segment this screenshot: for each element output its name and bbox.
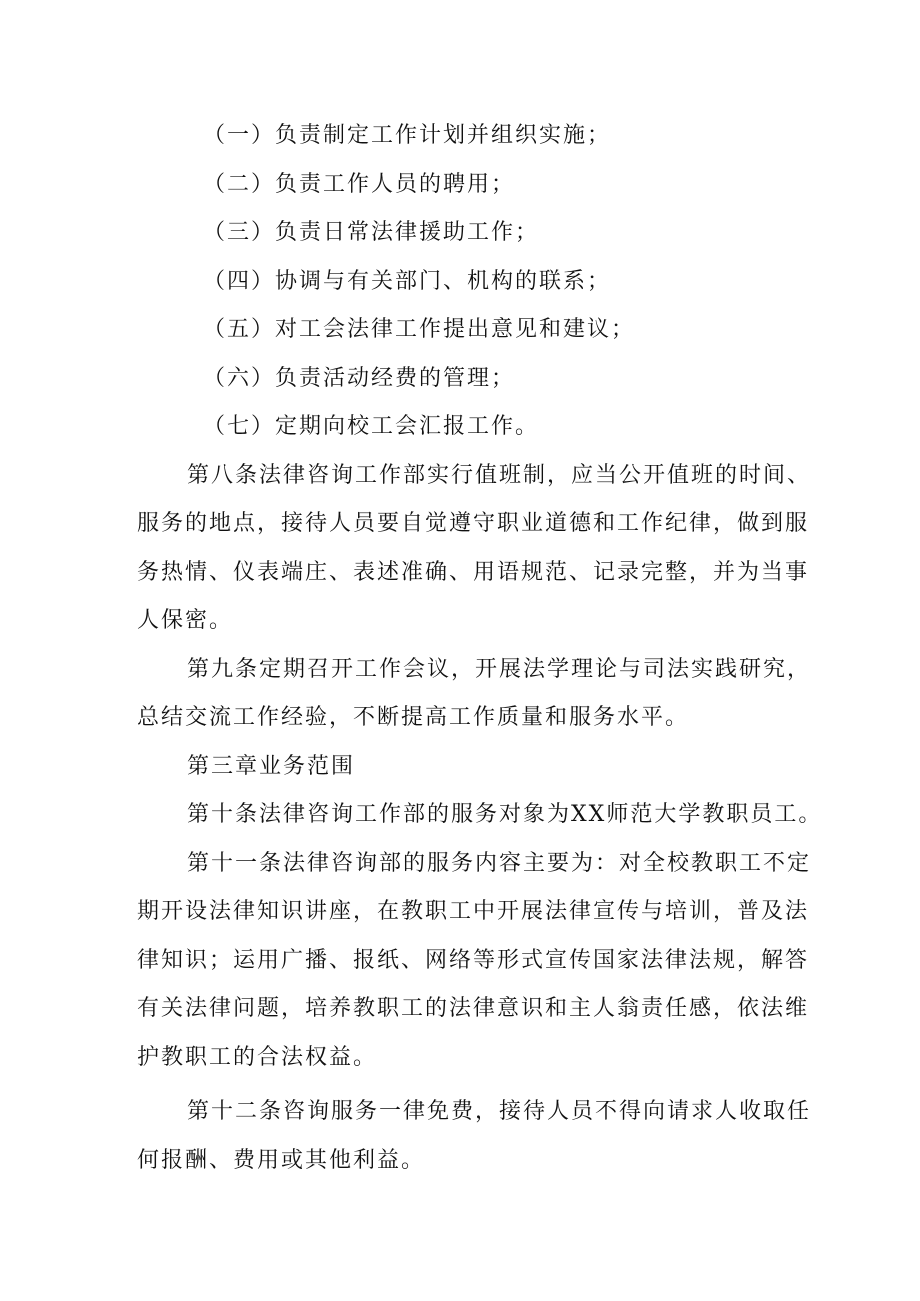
article-12 bbox=[137, 1088, 817, 1185]
paragraph-line: 务热情、仪表端庄、表述准确、用语规范、记录完整，并为当事 bbox=[137, 559, 810, 585]
article-8 bbox=[137, 452, 817, 646]
paragraph-line: 护教职工的合法权益。 bbox=[137, 1044, 378, 1070]
paragraph-line: 有关法律问题，培养教职工的法律意识和主人翁责任感，依法维 bbox=[137, 996, 810, 1021]
document-body bbox=[137, 112, 823, 1185]
article-10: 第十条法律咨询工作部的服务对象为XX师范大学教职员工。 bbox=[187, 802, 823, 827]
list-item: （一）负责制定工作计划并组织实施； bbox=[203, 123, 612, 148]
paragraph-line: 第八条法律咨询工作部实行值班制，应当公开值班的时间、 bbox=[187, 462, 812, 488]
list-item: （四）协调与有关部门、机构的联系； bbox=[203, 268, 612, 294]
paragraph-line: 人保密。 bbox=[137, 608, 234, 633]
paragraph-line: 第九条定期召开工作会议，开展法学理论与司法实践研究， bbox=[187, 656, 812, 682]
list-item: （六）负责活动经费的管理； bbox=[203, 365, 516, 391]
article-9 bbox=[137, 646, 817, 743]
paragraph-line: 服务的地点，接待人员要自觉遵守职业道德和工作纪律，做到服 bbox=[137, 511, 810, 536]
paragraph-line: 何报酬、费用或其他利益。 bbox=[137, 1147, 426, 1173]
paragraph-line: 期开设法律知识讲座，在教职工中开展法律宣传与培训，普及法 bbox=[137, 899, 810, 924]
paragraph-line: 总结交流工作经验，不断提高工作质量和服务水平。 bbox=[137, 705, 690, 730]
paragraph-line: 律知识；运用广播、报纸、网络等形式宣传国家法律法规，解答 bbox=[137, 947, 810, 973]
article-11 bbox=[137, 840, 817, 1083]
list-item: （五）对工会法律工作提出意见和建议； bbox=[203, 317, 636, 342]
list-item: （三）负责日常法律援助工作； bbox=[203, 220, 540, 245]
chapter-heading: 第三章业务范围 bbox=[187, 753, 356, 779]
list-item: （七）定期向校工会汇报工作。 bbox=[203, 414, 540, 439]
paragraph-line: 第十二条咨询服务一律免费，接待人员不得向请求人收取任 bbox=[187, 1099, 812, 1124]
duty-list bbox=[137, 112, 817, 452]
list-item: （二）负责工作人员的聘用； bbox=[203, 171, 516, 197]
paragraph-line: 第十一条法律咨询部的服务内容主要为：对全校教职工不定 bbox=[187, 850, 812, 876]
